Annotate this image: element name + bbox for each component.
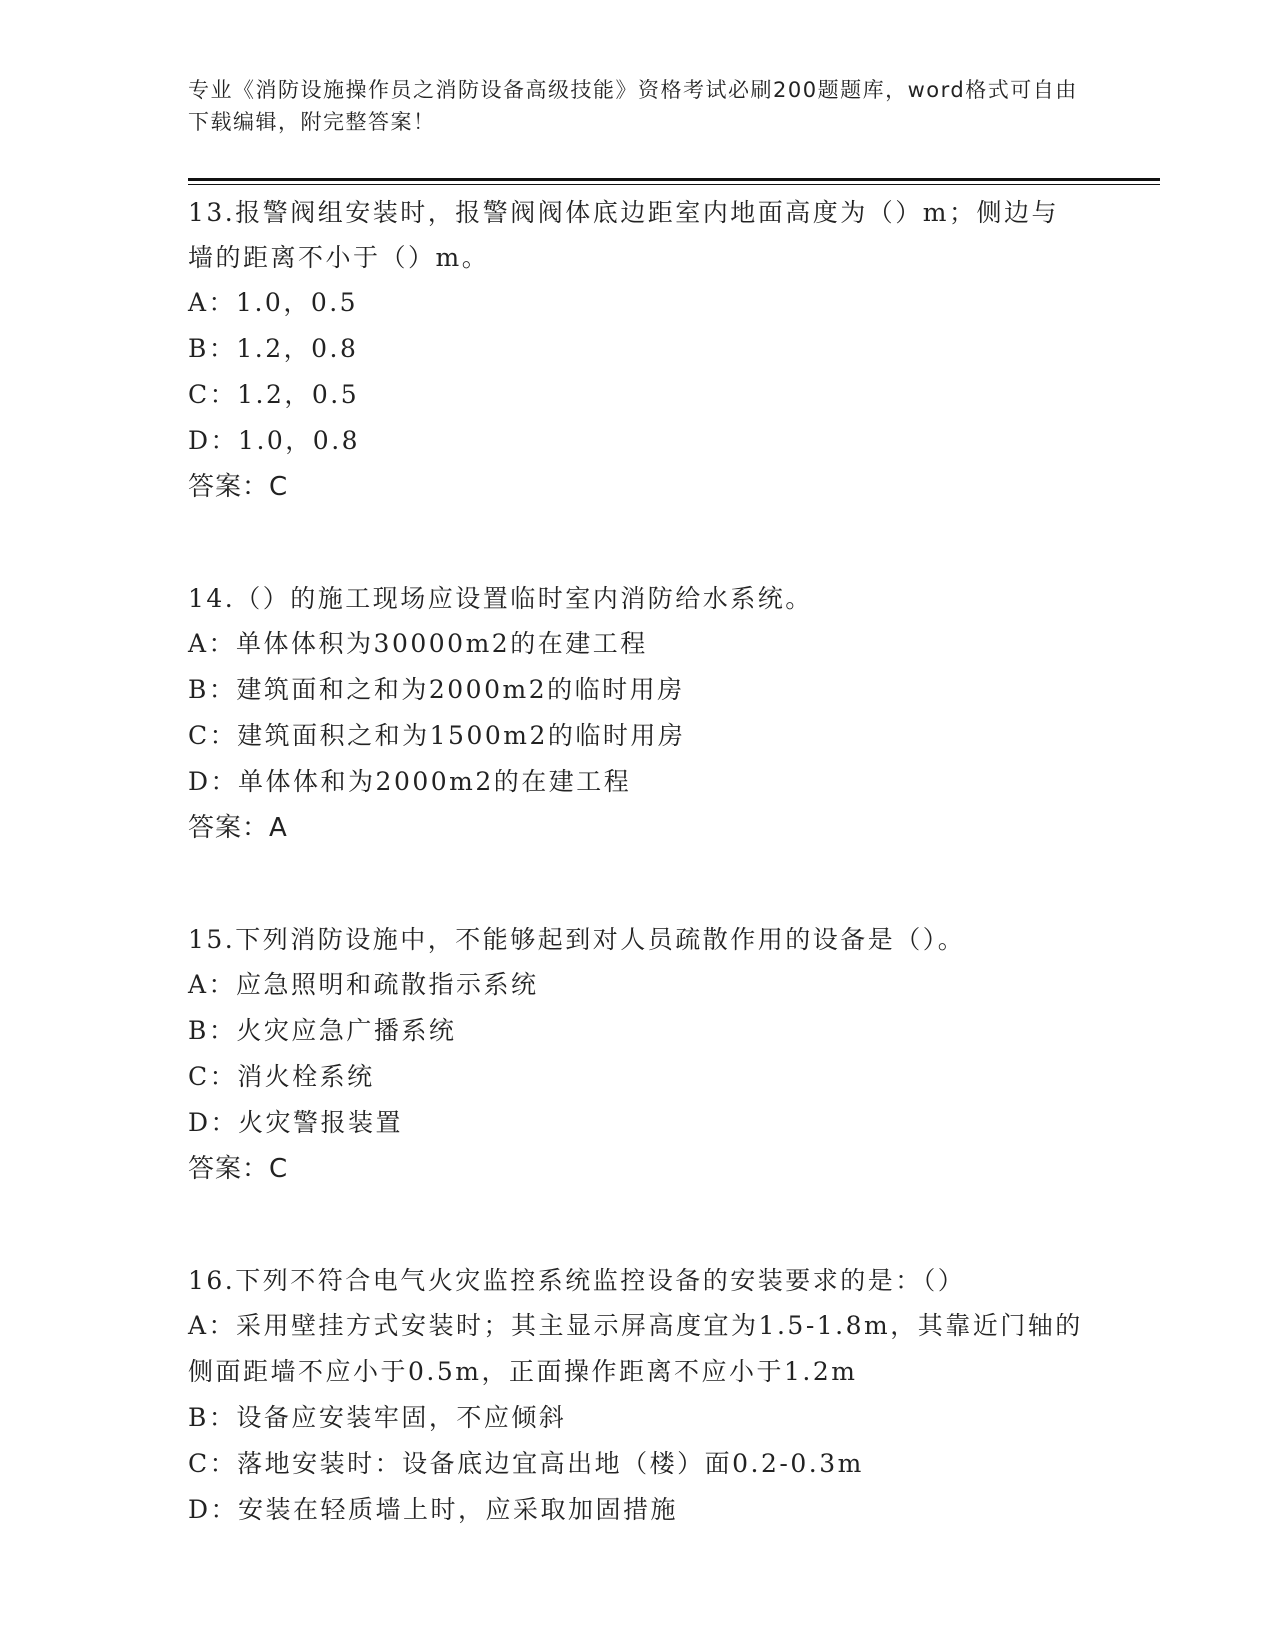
option-d: D：安装在轻质墙上时，应采取加固措施: [188, 1495, 679, 1524]
question-spacer: [188, 851, 1088, 917]
option-d: D：1.0，0.8: [188, 426, 361, 455]
option-a: A：单体体积为30000m2的在建工程: [188, 629, 648, 658]
question-text: 16.下列不符合电气火灾监控系统监控设备的安装要求的是：（）: [188, 1266, 966, 1295]
option-c: C：落地安装时：设备底边宜高出地（楼）面0.2-0.3m: [188, 1449, 864, 1478]
question-text: 14.（）的施工现场应设置临时室内消防给水系统。: [188, 584, 813, 613]
answer-line: 答案：C: [188, 1154, 289, 1184]
question-list: [188, 190, 1088, 1533]
question-14: [188, 576, 1088, 851]
question-spacer: [188, 1192, 1088, 1258]
option-a: A：采用壁挂方式安装时；其主显示屏高度宜为1.5-1.8m，其靠近门轴的侧面距墙不应小于0.5m，正面操作距离不应小于1.2m: [188, 1311, 1083, 1386]
answer-line: 答案：A: [188, 813, 288, 843]
document-intro: 专业《消防设施操作员之消防设备高级技能》资格考试必刷200题题库，word格式可自由下载编辑，附完整答案！: [188, 78, 1078, 134]
option-d: D：单体体和为2000m2的在建工程: [188, 767, 632, 796]
option-d: D：火灾警报装置: [188, 1108, 404, 1137]
question-16: [188, 1258, 1088, 1533]
answer-line: 答案：C: [188, 472, 289, 502]
question-text: 13.报警阀组安装时，报警阀阀体底边距室内地面高度为（）m；侧边与墙的距离不小于（）m。: [188, 198, 1059, 272]
option-b: B：设备应安装牢固，不应倾斜: [188, 1403, 567, 1432]
option-a: A：1.0，0.5: [188, 288, 359, 317]
option-a: A：应急照明和疏散指示系统: [188, 970, 539, 999]
question-15: [188, 917, 1088, 1192]
option-b: B：火灾应急广播系统: [188, 1016, 457, 1045]
question-text: 15.下列消防设施中，不能够起到对人员疏散作用的设备是（）。: [188, 925, 966, 954]
question-13: [188, 190, 1088, 510]
option-c: C：建筑面积之和为1500m2的临时用房: [188, 721, 686, 750]
option-c: C：消火栓系统: [188, 1062, 375, 1091]
option-c: C：1.2，0.5: [188, 380, 360, 409]
question-spacer: [188, 510, 1088, 576]
option-b: B：1.2，0.8: [188, 334, 359, 363]
header-rule-thick: [188, 178, 1160, 181]
option-b: B：建筑面和之和为2000m2的临时用房: [188, 675, 685, 704]
header-rule-thin: [188, 184, 1160, 185]
